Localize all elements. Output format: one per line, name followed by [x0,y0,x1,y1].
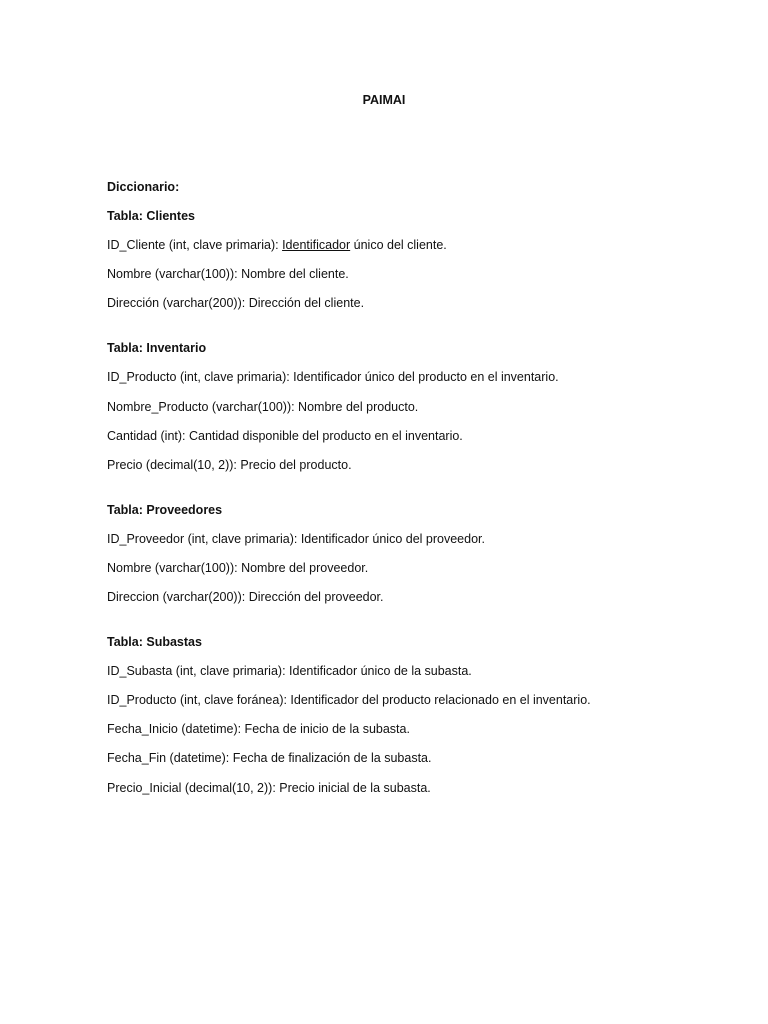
field-line: Cantidad (int): Cantidad disponible del producto en el inventario. [107,428,463,443]
section-proveedores [107,502,707,605]
section-subastas [107,634,707,795]
field-line: ID_Proveedor (int, clave primaria): Identificador único del proveedor. [107,531,485,546]
field-line: Nombre_Producto (varchar(100)): Nombre del producto. [107,399,419,414]
field-line [107,237,707,253]
field-line: Precio (decimal(10, 2)): Precio del producto. [107,457,352,472]
field-line: Precio_Inicial (decimal(10, 2)): Precio inicial de la subasta. [107,780,431,795]
table-title: Tabla: Subastas [107,635,202,650]
section-clientes [107,208,707,311]
field-line: Direccion (varchar(200)): Dirección del proveedor. [107,590,384,605]
table-title: Tabla: Clientes [107,209,195,224]
field-line: ID_Producto (int, clave foránea): Identificador del producto relacionado en el inventario. [107,693,591,708]
field-line: ID_Producto (int, clave primaria): Identificador único del producto en el inventario. [107,370,559,385]
field-line: Dirección (varchar(200)): Dirección del cliente. [107,296,365,311]
field-text: ID_Cliente (int, clave primaria): [107,238,283,253]
document-title: PAIMAI [362,93,406,107]
table-title: Tabla: Inventario [107,341,207,356]
field-line: Nombre (varchar(100)): Nombre del cliente. [107,267,349,282]
field-line: Fecha_Inicio (datetime): Fecha de inicio de la subasta. [107,722,410,737]
section-inventario [107,340,707,472]
field-line: Nombre (varchar(100)): Nombre del proveedor. [107,560,369,575]
field-text: único del cliente. [350,238,447,253]
field-line: ID_Subasta (int, clave primaria): Identificador único de la subasta. [107,664,472,679]
document-body [107,179,707,825]
table-title: Tabla: Proveedores [107,502,223,517]
field-line: Fecha_Fin (datetime): Fecha de finalización de la subasta. [107,751,432,766]
dictionary-heading: Diccionario: [107,180,180,194]
underlined-word: Identificador [282,238,351,253]
